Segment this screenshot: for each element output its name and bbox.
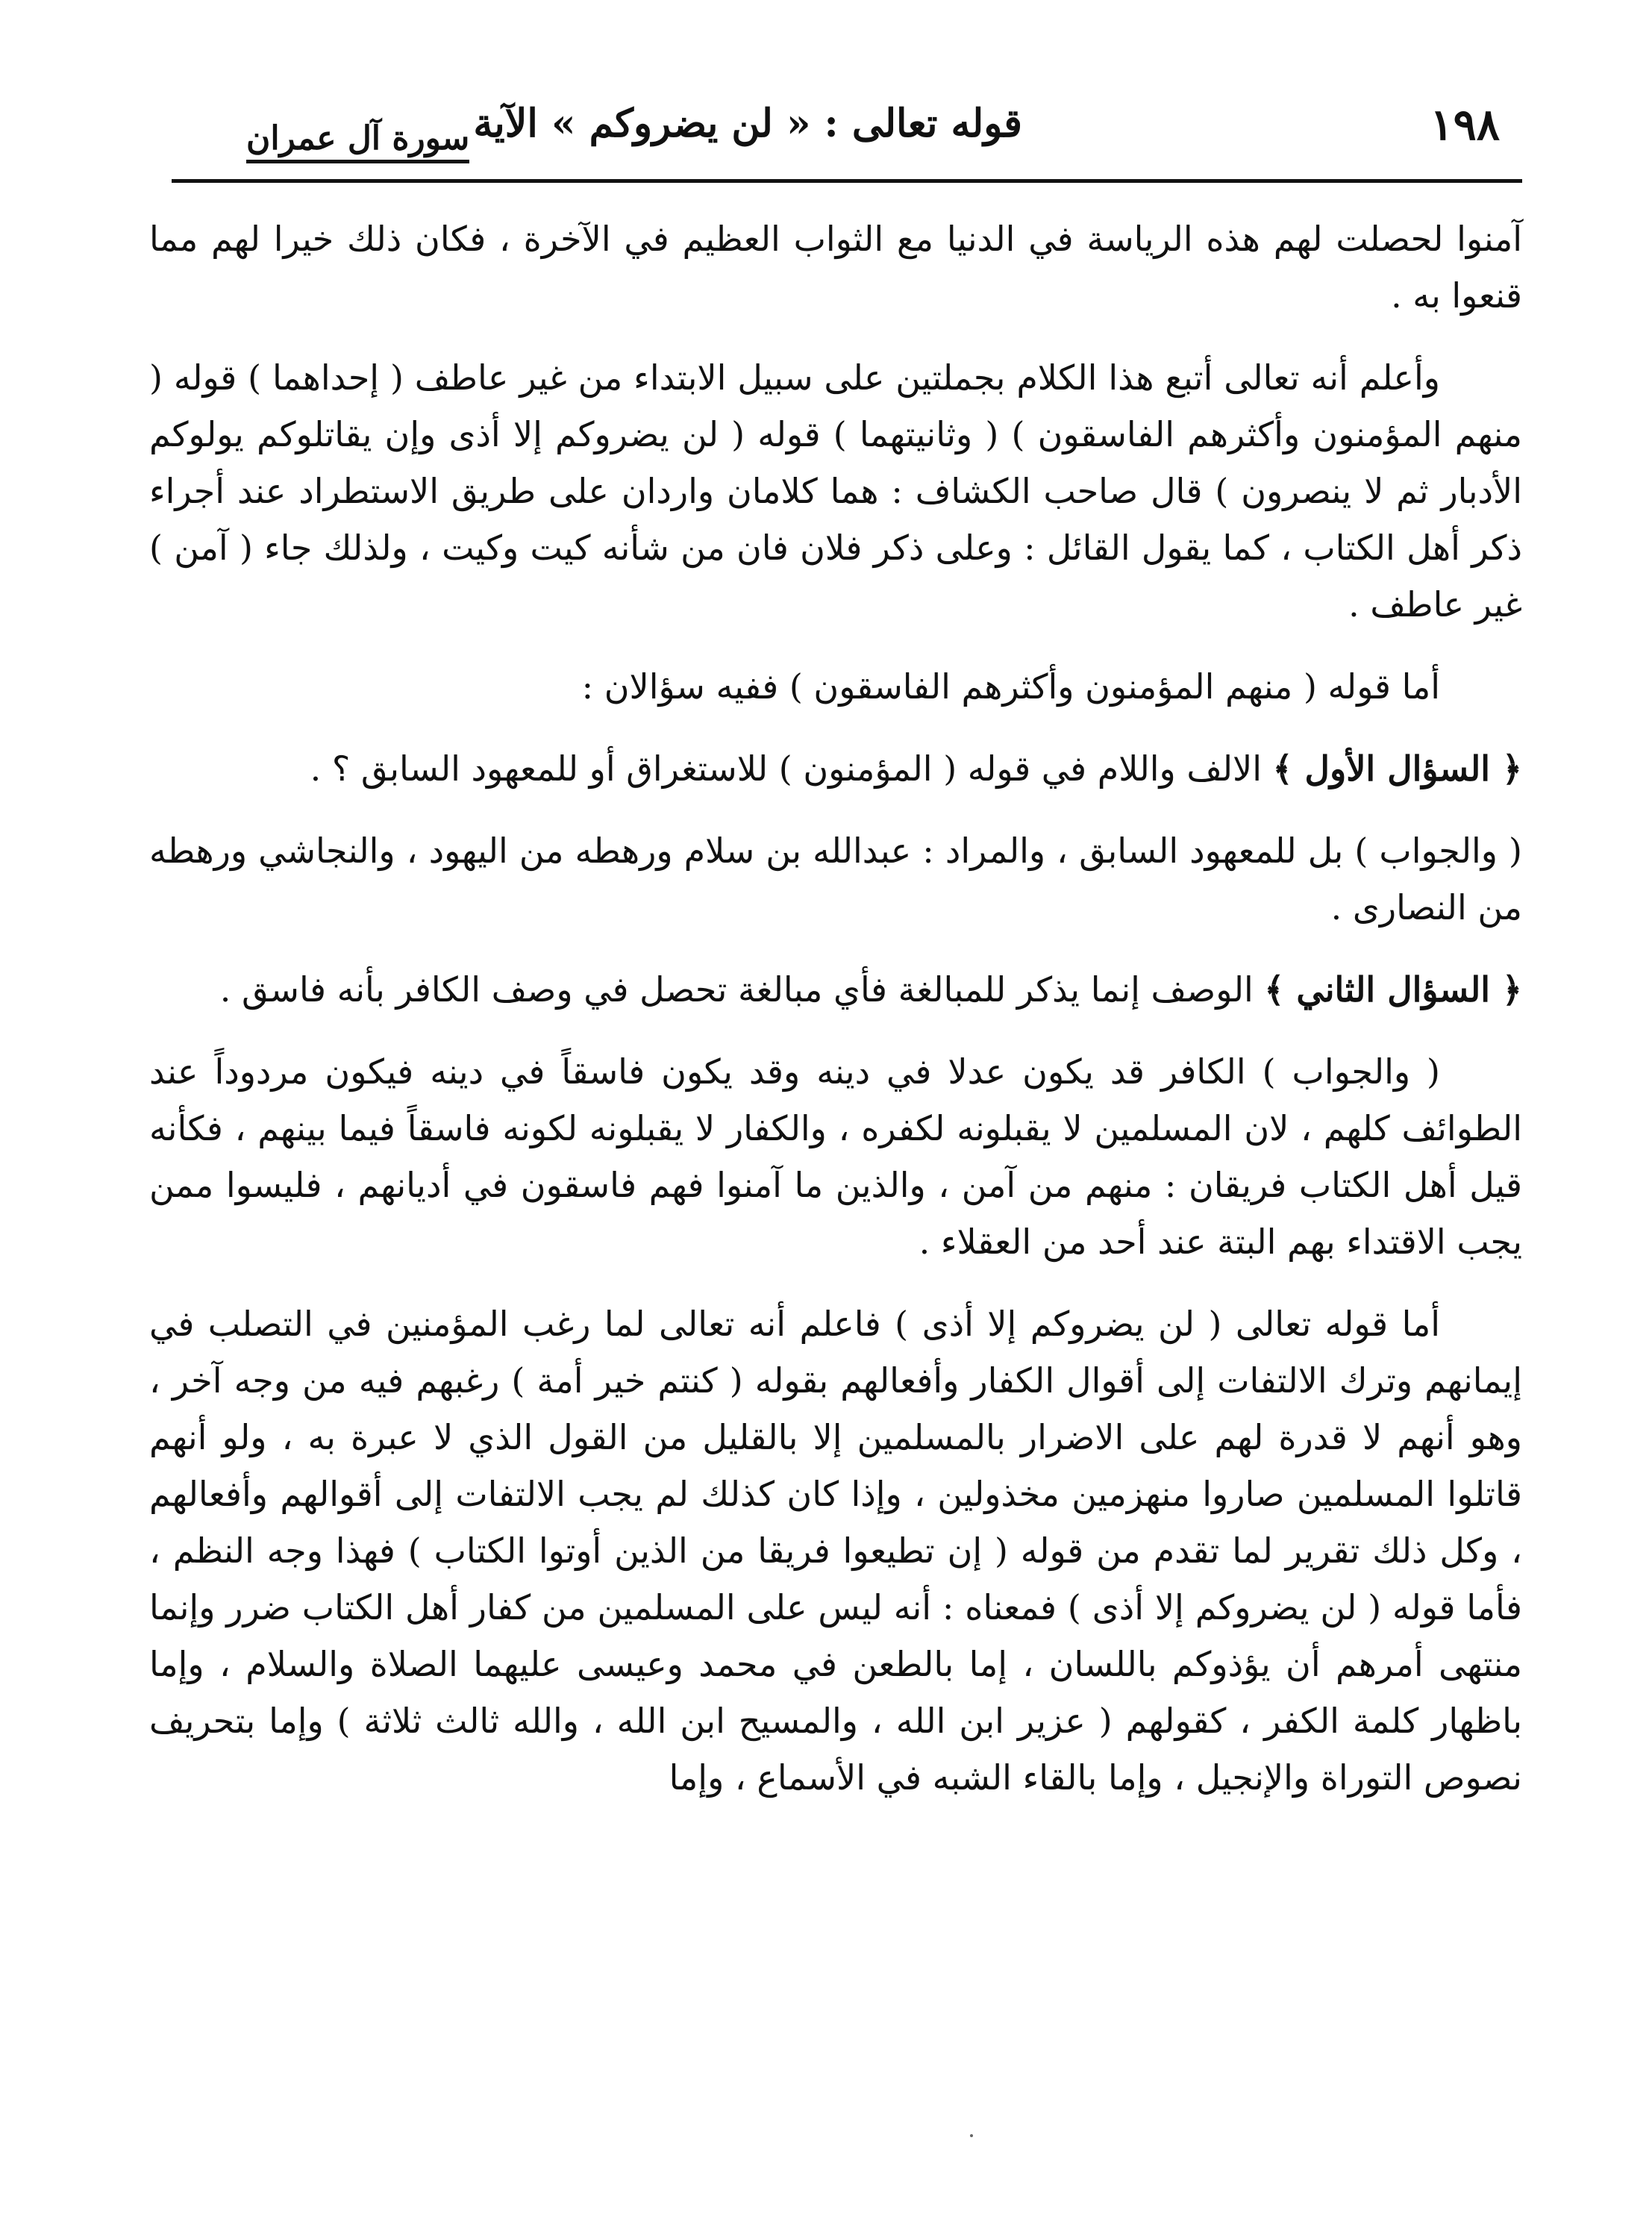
paragraph-text: آمنوا لحصلت لهم هذه الرياسة في الدنيا مع الثواب العظيم في الآخرة ، فكان ذلك خيرا لهم مما قنعوا به . bbox=[149, 219, 1522, 316]
page-header bbox=[172, 90, 1500, 172]
paragraph-text: الالف واللام في قوله ( المؤمنون ) للاستغراق أو للمعهود السابق ؟ . bbox=[310, 748, 1273, 789]
page-body bbox=[149, 210, 1522, 1831]
page-number: ١٩٨ bbox=[1430, 99, 1500, 150]
paragraph-text: ( والجواب ) الكافر قد يكون عدلا في دينه وقد يكون فاسقاً في دينه فيكون مردوداً عند الطوائف كلهم ، لان المسلمين لا يقبلونه لكفره ، والكفار لا يقبلونه لكونه فاسقاً فيما بينهم ، فكأنه قيل أهل الكتاب فريقان : منهم من آمن ، والذين ما آمنوا فهم فاسقون في أديانهم ، فليسوا ممن يجب الاقتداء بهم البتة عند أحد من العقلاء . bbox=[149, 1051, 1522, 1262]
surah-name: سورة آل عمران bbox=[246, 122, 469, 163]
question-2-label: ﴿ السؤال الثاني ﴾ bbox=[1264, 969, 1522, 1010]
header-rule bbox=[172, 179, 1522, 183]
paragraph-1 bbox=[149, 210, 1522, 324]
paragraph-text: أما قوله ( منهم المؤمنون وأكثرهم الفاسقون ) ففيه سؤالان : bbox=[581, 666, 1440, 707]
question-1-label: ﴿ السؤال الأول ﴾ bbox=[1272, 748, 1522, 789]
paragraph-text: ( والجواب ) بل للمعهود السابق ، والمراد : عبدالله بن سلام ورهطه من اليهود ، والنجاشي ورهطه من النصارى . bbox=[149, 831, 1522, 928]
paragraph-text: أما قوله تعالى ( لن يضروكم إلا أذى ) فاعلم أنه تعالى لما رغب المؤمنين في التصلب في إيمانهم وترك الالتفات إلى أقوال الكفار وأفعالهم بقوله ( كنتم خير أمة ) رغبهم فيه من وجه آخر ، وهو أنهم لا قدرة لهم على الاضرار بالمسلمين إلا بالقليل من القول الذي لا عبرة به ، ولو أنهم قاتلوا المسلمين صاروا منهزمين مخذولين ، وإذا كان كذلك لم يجب الالتفات إلى أقوالهم وأفعالهم ، وكل ذلك تقرير لما تقدم من قوله ( إن تطيعوا فريقا من الذين أوتوا الكتاب ) فهذا وجه النظم ، فأما قوله ( لن يضروكم إلا أذى ) فمعناه : أنه ليس على المسلمين من كفار أهل الكتاب ضرر وإنما منتهى أمرهم أن يؤذوكم باللسان ، إما بالطعن في محمد وعيسى عليهما الصلاة والسلام ، وإما باظهار كلمة الكفر ، كقولهم ( عزير ابن الله ، والمسيح ابن الله ، والله ثالث ثلاثة ) وإما بتحريف نصوص التوراة والإنجيل ، وإما بالقاء الشبه في الأسماع ، وإما bbox=[149, 1304, 1522, 1798]
running-title: قوله تعالى : « لن يضروكم » الآية bbox=[473, 101, 1022, 146]
paragraph-text: الوصف إنما يذكر للمبالغة فأي مبالغة تحصل في وصف الكافر بأنه فاسق . bbox=[219, 969, 1265, 1010]
paragraph-3 bbox=[149, 658, 1522, 715]
answer-2-paragraph bbox=[149, 1043, 1522, 1270]
paragraph-text: وأعلم أنه تعالى أتبع هذا الكلام بجملتين على سبيل الابتداء من غير عاطف ( إحداهما ) قوله ( منهم المؤمنون وأكثرهم الفاسقون ) ( وثانيتهما ) قوله ( لن يضروكم إلا أذى وإن يقاتلوكم يولوكم الأدبار ثم لا ينصرون ) قال صاحب الكشاف : هما كلامان واردان على طريق الاستطراد عند أجراء ذكر أهل الكتاب ، كما يقول القائل : وعلى ذكر فلان فان من شأنه كيت وكيت ، ولذلك جاء ( آمن ) غير عاطف . bbox=[149, 357, 1522, 625]
paragraph-final bbox=[149, 1295, 1522, 1806]
scan-speck bbox=[970, 2134, 973, 2137]
question-1-paragraph bbox=[149, 740, 1522, 797]
paragraph-2 bbox=[149, 349, 1522, 633]
answer-1-paragraph bbox=[149, 822, 1522, 936]
question-2-paragraph bbox=[149, 961, 1522, 1018]
